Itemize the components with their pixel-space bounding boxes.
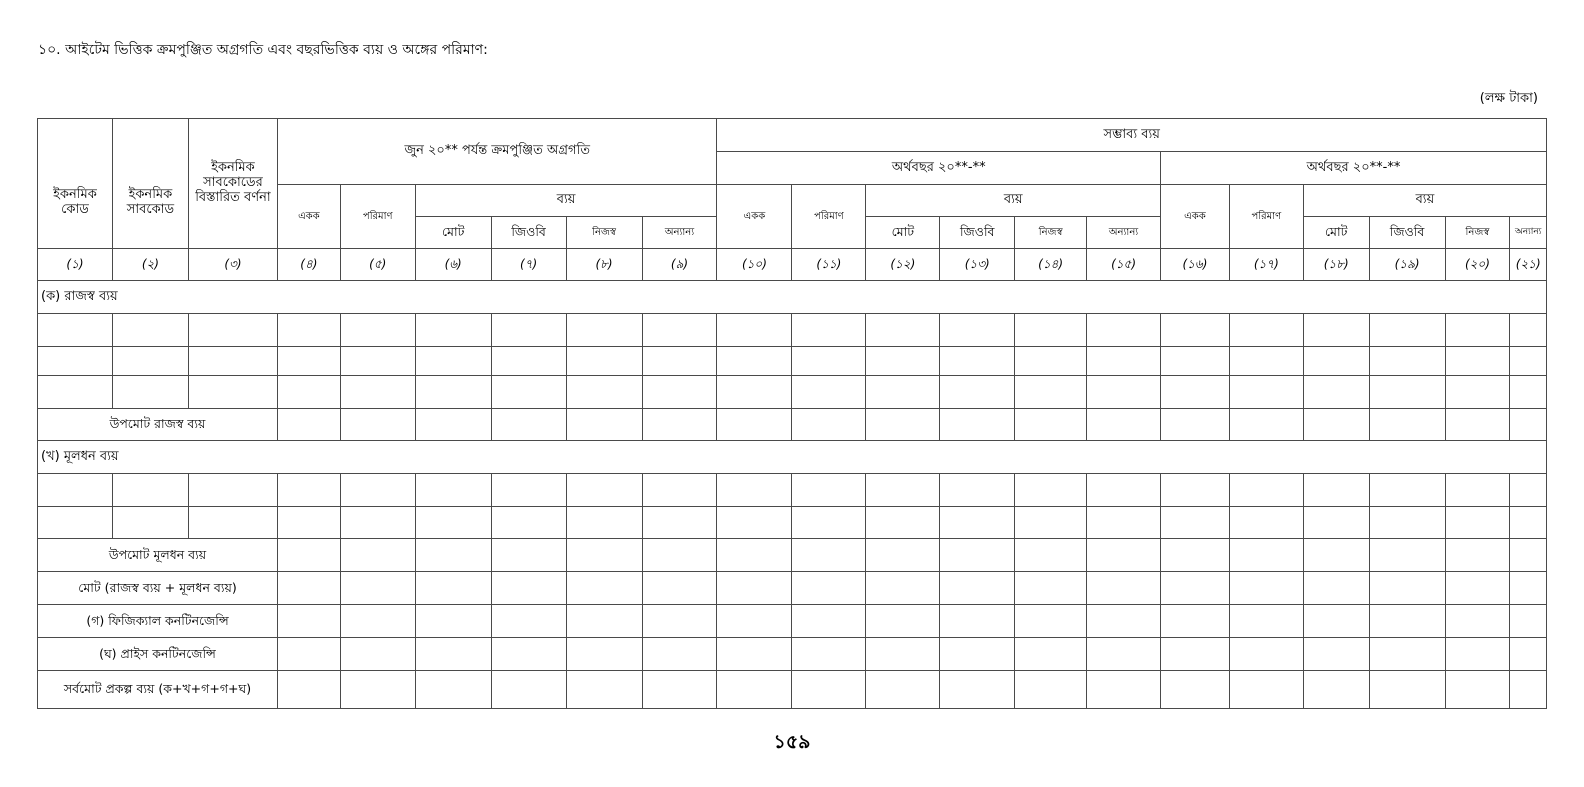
table-cell[interactable] [866, 605, 940, 638]
table-cell[interactable] [188, 314, 277, 347]
table-cell[interactable] [1229, 507, 1303, 539]
column-number-row [38, 249, 1547, 281]
table-cell[interactable] [415, 572, 491, 605]
table-cell[interactable] [112, 376, 188, 409]
table-cell[interactable] [940, 409, 1015, 441]
table-cell[interactable] [1510, 314, 1547, 347]
table-cell[interactable] [1161, 474, 1230, 507]
column-number: (২০) [1445, 249, 1510, 281]
table-cell[interactable] [188, 376, 277, 409]
column-number: (১৫) [1087, 249, 1161, 281]
table-cell[interactable] [1445, 474, 1510, 507]
header-other: অন্যান্য [1087, 217, 1161, 249]
header-total: মোট [866, 217, 940, 249]
table-cell[interactable] [1445, 572, 1510, 605]
table-cell[interactable] [866, 409, 940, 441]
header-quantity: পরিমাণ [792, 185, 866, 249]
table-cell[interactable] [642, 572, 717, 605]
table-cell[interactable] [566, 347, 642, 376]
table-cell[interactable] [491, 507, 566, 539]
table-cell[interactable] [340, 314, 415, 347]
header-expenditure: ব্যয় [866, 185, 1161, 217]
table-cell[interactable] [491, 605, 566, 638]
table-cell[interactable] [277, 507, 340, 539]
table-cell[interactable] [1303, 605, 1369, 638]
column-number: (৫) [340, 249, 415, 281]
table-cell[interactable] [1510, 347, 1547, 376]
table-cell[interactable] [1445, 539, 1510, 572]
subtotal-row [38, 409, 1547, 441]
table-cell[interactable] [1510, 638, 1547, 671]
capital-subtotal-label: উপমোট মূলধন ব্যয় [38, 539, 278, 572]
table-cell[interactable] [1229, 409, 1303, 441]
table-cell[interactable] [1087, 507, 1161, 539]
total-row [38, 572, 1547, 605]
header-unit: একক [1161, 185, 1230, 249]
table-cell[interactable] [112, 474, 188, 507]
table-cell[interactable] [1161, 347, 1230, 376]
table-cell[interactable] [1369, 507, 1445, 539]
table-cell[interactable] [1369, 474, 1445, 507]
physical-contingency-label: (গ) ফিজিক্যাল কনটিনজেন্সি [38, 605, 278, 638]
header-fiscal-year-1: অর্থবছর ২০**-** [717, 152, 1161, 185]
table-cell[interactable] [1369, 539, 1445, 572]
column-number: (৯) [642, 249, 717, 281]
table-cell[interactable] [340, 347, 415, 376]
table-cell[interactable] [1303, 572, 1369, 605]
column-number: (১০) [717, 249, 792, 281]
column-number: (১৯) [1369, 249, 1445, 281]
table-cell[interactable] [1015, 409, 1087, 441]
table-cell[interactable] [415, 474, 491, 507]
header-quantity: পরিমাণ [1229, 185, 1303, 249]
section-capital-label: (খ) মূলধন ব্যয় [38, 441, 1547, 474]
header-economic-code: ইকনমিক কোড [38, 119, 113, 249]
table-cell[interactable] [1015, 572, 1087, 605]
table-cell[interactable] [940, 572, 1015, 605]
table-cell[interactable] [1445, 605, 1510, 638]
table-cell[interactable] [1161, 605, 1230, 638]
table-title: ১০. আইটেম ভিত্তিক ক্রমপুঞ্জিত অগ্রগতি এবং বছরভিত্তিক ব্যয় ও অঙ্গের পরিমাণ: [38, 42, 488, 58]
header-other: অন্যান্য [642, 217, 717, 249]
table-cell[interactable] [1229, 638, 1303, 671]
table-cell[interactable] [566, 507, 642, 539]
table-cell[interactable] [1087, 671, 1161, 709]
table-cell[interactable] [1161, 314, 1230, 347]
column-number: (৬) [415, 249, 491, 281]
header-gob: জিওবি [491, 217, 566, 249]
table-cell[interactable] [1161, 671, 1230, 709]
table-cell[interactable] [940, 347, 1015, 376]
table-cell[interactable] [792, 474, 866, 507]
project-total-label: সর্বমোট প্রকল্প ব্যয় (ক+খ+গ+গ+ঘ) [38, 671, 278, 709]
column-number: (১২) [866, 249, 940, 281]
table-cell[interactable] [491, 638, 566, 671]
table-cell[interactable] [717, 474, 792, 507]
table-cell[interactable] [940, 638, 1015, 671]
table-cell[interactable] [1510, 474, 1547, 507]
table-cell[interactable] [1510, 507, 1547, 539]
project-total-row [38, 671, 1547, 709]
column-number: (১১) [792, 249, 866, 281]
table-cell[interactable] [792, 572, 866, 605]
header-subcode-description: ইকনমিক সাবকোডের বিস্তারিত বর্ণনা [188, 119, 277, 249]
table-cell[interactable] [866, 376, 940, 409]
table-cell[interactable] [792, 347, 866, 376]
table-cell[interactable] [1161, 572, 1230, 605]
table-cell[interactable] [940, 671, 1015, 709]
table-cell[interactable] [1087, 605, 1161, 638]
table-cell[interactable] [1229, 314, 1303, 347]
table-cell[interactable] [1369, 671, 1445, 709]
table-cell[interactable] [1303, 314, 1369, 347]
table-cell[interactable] [277, 376, 340, 409]
column-number: (১৬) [1161, 249, 1230, 281]
table-cell[interactable] [792, 314, 866, 347]
column-number: (১৮) [1303, 249, 1369, 281]
table-cell[interactable] [188, 474, 277, 507]
table-cell[interactable] [1015, 539, 1087, 572]
section-row [38, 281, 1547, 314]
table-cell[interactable] [1369, 605, 1445, 638]
table-cell[interactable] [277, 409, 340, 441]
table-cell[interactable] [566, 671, 642, 709]
table-cell[interactable] [717, 539, 792, 572]
table-cell[interactable] [642, 376, 717, 409]
column-number: (৩) [188, 249, 277, 281]
header-cumulative-progress: জুন ২০** পর্যন্ত ক্রমপুঞ্জিত অগ্রগতি [277, 119, 717, 185]
table-cell[interactable] [1015, 376, 1087, 409]
table-row [38, 314, 1547, 347]
contingency-row [38, 605, 1547, 638]
table-cell[interactable] [1015, 671, 1087, 709]
page-number: ১৫৯ [773, 731, 811, 753]
table-cell[interactable] [1303, 638, 1369, 671]
grand-total-label: মোট (রাজস্ব ব্যয় + মূলধন ব্যয়) [38, 572, 278, 605]
table-cell[interactable] [1015, 507, 1087, 539]
table-cell[interactable] [1087, 314, 1161, 347]
table-cell[interactable] [940, 539, 1015, 572]
table-cell[interactable] [1161, 376, 1230, 409]
table-cell[interactable] [340, 507, 415, 539]
table-cell[interactable] [1015, 474, 1087, 507]
table-cell[interactable] [340, 671, 415, 709]
table-cell[interactable] [866, 474, 940, 507]
table-cell[interactable] [566, 605, 642, 638]
table-cell[interactable] [491, 409, 566, 441]
table-row [38, 347, 1547, 376]
table-cell[interactable] [38, 474, 113, 507]
table-cell[interactable] [1445, 347, 1510, 376]
table-cell[interactable] [642, 474, 717, 507]
table-cell[interactable] [866, 314, 940, 347]
table-cell[interactable] [491, 572, 566, 605]
table-cell[interactable] [642, 539, 717, 572]
section-revenue-label: (ক) রাজস্ব ব্যয় [38, 281, 1547, 314]
column-number: (২১) [1510, 249, 1547, 281]
table-cell[interactable] [642, 314, 717, 347]
table-cell[interactable] [642, 605, 717, 638]
table-cell[interactable] [415, 638, 491, 671]
table-cell[interactable] [1229, 671, 1303, 709]
column-number: (১) [38, 249, 113, 281]
table-cell[interactable] [112, 314, 188, 347]
header-row-1 [38, 119, 1547, 152]
table-cell[interactable] [717, 638, 792, 671]
table-cell[interactable] [277, 572, 340, 605]
table-cell[interactable] [491, 376, 566, 409]
table-cell[interactable] [1369, 314, 1445, 347]
table-cell[interactable] [1015, 314, 1087, 347]
table-row [38, 507, 1547, 539]
table-cell[interactable] [491, 474, 566, 507]
table-cell[interactable] [866, 347, 940, 376]
table-cell[interactable] [1445, 507, 1510, 539]
table-cell[interactable] [277, 605, 340, 638]
table-cell[interactable] [1087, 539, 1161, 572]
table-cell[interactable] [340, 376, 415, 409]
price-contingency-label: (ঘ) প্রাইস কনটিনজেন্সি [38, 638, 278, 671]
column-number: (১৩) [940, 249, 1015, 281]
table-cell[interactable] [1445, 376, 1510, 409]
header-gob: জিওবি [1369, 217, 1445, 249]
table-cell[interactable] [1087, 572, 1161, 605]
table-cell[interactable] [792, 409, 866, 441]
table-cell[interactable] [277, 539, 340, 572]
header-own: নিজস্ব [1015, 217, 1087, 249]
table-cell[interactable] [277, 474, 340, 507]
table-cell[interactable] [1303, 409, 1369, 441]
table-cell[interactable] [566, 638, 642, 671]
table-cell[interactable] [1510, 605, 1547, 638]
table-cell[interactable] [1510, 572, 1547, 605]
table-cell[interactable] [1015, 605, 1087, 638]
table-cell[interactable] [112, 347, 188, 376]
table-cell[interactable] [642, 347, 717, 376]
table-cell[interactable] [277, 638, 340, 671]
table-cell[interactable] [415, 605, 491, 638]
table-cell[interactable] [340, 638, 415, 671]
table-cell[interactable] [940, 507, 1015, 539]
table-cell[interactable] [415, 409, 491, 441]
table-cell[interactable] [188, 347, 277, 376]
table-cell[interactable] [642, 638, 717, 671]
table-cell[interactable] [188, 507, 277, 539]
table-cell[interactable] [940, 605, 1015, 638]
table-cell[interactable] [340, 572, 415, 605]
table-cell[interactable] [940, 474, 1015, 507]
table-cell[interactable] [866, 539, 940, 572]
header-probable-expenditure: সম্ভাব্য ব্যয় [717, 119, 1547, 152]
column-number: (২) [112, 249, 188, 281]
header-other: অন্যান্য [1510, 217, 1547, 249]
table-cell[interactable] [866, 638, 940, 671]
header-total: মোট [415, 217, 491, 249]
table-cell[interactable] [1161, 638, 1230, 671]
table-cell[interactable] [415, 314, 491, 347]
column-number: (৪) [277, 249, 340, 281]
table-cell[interactable] [1369, 409, 1445, 441]
table-cell[interactable] [566, 539, 642, 572]
table-cell[interactable] [38, 376, 113, 409]
table-cell[interactable] [1445, 314, 1510, 347]
table-cell[interactable] [1087, 376, 1161, 409]
table-cell[interactable] [642, 409, 717, 441]
table-cell[interactable] [792, 671, 866, 709]
table-cell[interactable] [1369, 638, 1445, 671]
header-unit: একক [277, 185, 340, 249]
table-cell[interactable] [340, 409, 415, 441]
table-cell[interactable] [491, 539, 566, 572]
table-cell[interactable] [717, 671, 792, 709]
table-cell[interactable] [38, 314, 113, 347]
table-cell[interactable] [566, 314, 642, 347]
header-own: নিজস্ব [1445, 217, 1510, 249]
table-cell[interactable] [1087, 409, 1161, 441]
table-cell[interactable] [1303, 474, 1369, 507]
table-cell[interactable] [415, 347, 491, 376]
table-cell[interactable] [792, 539, 866, 572]
table-cell[interactable] [1229, 605, 1303, 638]
table-cell[interactable] [1087, 474, 1161, 507]
table-cell[interactable] [1229, 347, 1303, 376]
table-cell[interactable] [112, 507, 188, 539]
table-cell[interactable] [1015, 638, 1087, 671]
header-own: নিজস্ব [566, 217, 642, 249]
table-cell[interactable] [566, 572, 642, 605]
table-cell[interactable] [340, 605, 415, 638]
table-cell[interactable] [1229, 474, 1303, 507]
progress-expenditure-table [37, 118, 1547, 709]
table-cell[interactable] [277, 314, 340, 347]
unit-label: (লক্ষ টাকা) [1479, 91, 1538, 106]
table-cell[interactable] [38, 347, 113, 376]
table-cell[interactable] [566, 409, 642, 441]
table-cell[interactable] [1229, 376, 1303, 409]
table-cell[interactable] [717, 605, 792, 638]
table-cell[interactable] [792, 507, 866, 539]
header-economic-subcode: ইকনমিক সাবকোড [112, 119, 188, 249]
table-cell[interactable] [1445, 409, 1510, 441]
header-gob: জিওবি [940, 217, 1015, 249]
table-cell[interactable] [491, 347, 566, 376]
table-cell[interactable] [1510, 539, 1547, 572]
table-cell[interactable] [1303, 507, 1369, 539]
table-cell[interactable] [792, 376, 866, 409]
table-cell[interactable] [1303, 347, 1369, 376]
table-cell[interactable] [1369, 572, 1445, 605]
table-cell[interactable] [1510, 409, 1547, 441]
table-cell[interactable] [1510, 376, 1547, 409]
table-cell[interactable] [1303, 539, 1369, 572]
table-cell[interactable] [415, 507, 491, 539]
table-cell[interactable] [1229, 572, 1303, 605]
table-cell[interactable] [1510, 671, 1547, 709]
table-cell[interactable] [1161, 409, 1230, 441]
table-cell[interactable] [566, 376, 642, 409]
table-cell[interactable] [1369, 376, 1445, 409]
table-cell[interactable] [642, 671, 717, 709]
table-cell[interactable] [415, 671, 491, 709]
subtotal-row [38, 539, 1547, 572]
table-cell[interactable] [717, 409, 792, 441]
section-row [38, 441, 1547, 474]
table-cell[interactable] [277, 347, 340, 376]
table-cell[interactable] [792, 605, 866, 638]
table-row [38, 376, 1547, 409]
table-cell[interactable] [792, 638, 866, 671]
header-unit: একক [717, 185, 792, 249]
contingency-row [38, 638, 1547, 671]
header-expenditure: ব্যয় [1303, 185, 1546, 217]
header-quantity: পরিমাণ [340, 185, 415, 249]
table-cell[interactable] [717, 347, 792, 376]
table-cell[interactable] [491, 671, 566, 709]
table-cell[interactable] [717, 572, 792, 605]
column-number: (৮) [566, 249, 642, 281]
table-cell[interactable] [1161, 539, 1230, 572]
header-total: মোট [1303, 217, 1369, 249]
table-cell[interactable] [415, 376, 491, 409]
header-expenditure: ব্যয় [415, 185, 717, 217]
table-cell[interactable] [566, 474, 642, 507]
table-cell[interactable] [866, 572, 940, 605]
table-cell[interactable] [1445, 671, 1510, 709]
table-cell[interactable] [1445, 638, 1510, 671]
table-cell[interactable] [1087, 347, 1161, 376]
table-cell[interactable] [340, 539, 415, 572]
column-number: (১৭) [1229, 249, 1303, 281]
column-number: (১৪) [1015, 249, 1087, 281]
table-cell[interactable] [1087, 638, 1161, 671]
table-cell[interactable] [1161, 507, 1230, 539]
table-cell[interactable] [1303, 376, 1369, 409]
table-cell[interactable] [866, 507, 940, 539]
table-cell[interactable] [717, 314, 792, 347]
table-cell[interactable] [866, 671, 940, 709]
table-cell[interactable] [1303, 671, 1369, 709]
table-cell[interactable] [940, 376, 1015, 409]
table-cell[interactable] [717, 507, 792, 539]
table-cell[interactable] [717, 376, 792, 409]
table-cell[interactable] [38, 507, 113, 539]
table-cell[interactable] [940, 314, 1015, 347]
header-fiscal-year-2: অর্থবছর ২০**-** [1161, 152, 1547, 185]
column-number: (৭) [491, 249, 566, 281]
table-cell[interactable] [1369, 347, 1445, 376]
table-cell[interactable] [491, 314, 566, 347]
table-cell[interactable] [1015, 347, 1087, 376]
table-cell[interactable] [415, 539, 491, 572]
table-cell[interactable] [340, 474, 415, 507]
revenue-subtotal-label: উপমোট রাজস্ব ব্যয় [38, 409, 278, 441]
table-cell[interactable] [642, 507, 717, 539]
table-cell[interactable] [1229, 539, 1303, 572]
table-cell[interactable] [277, 671, 340, 709]
table-row [38, 474, 1547, 507]
